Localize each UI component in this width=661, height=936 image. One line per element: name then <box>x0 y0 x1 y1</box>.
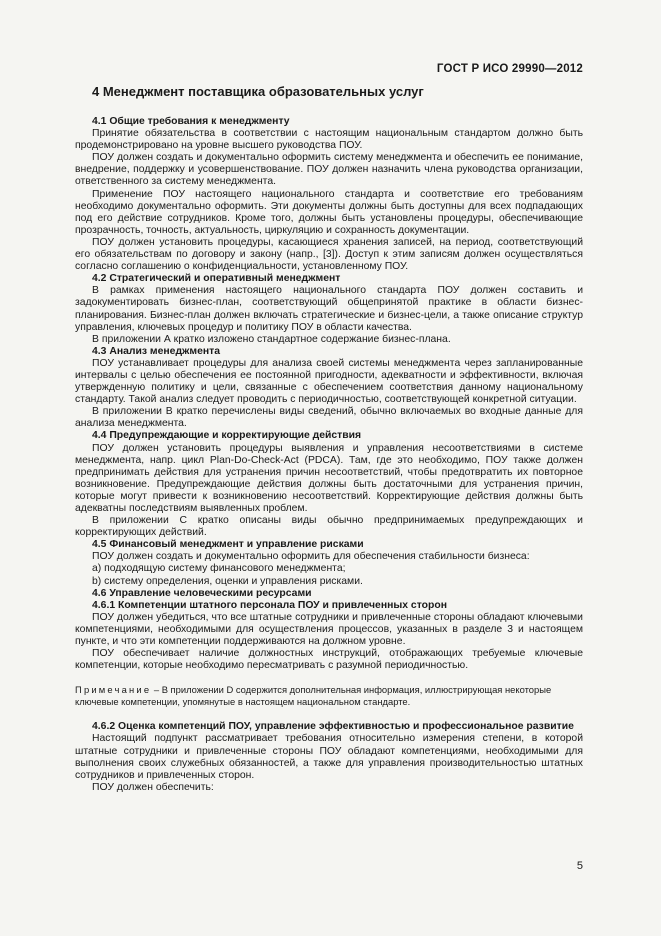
section-body-continued <box>75 721 583 794</box>
note <box>75 684 583 707</box>
paragraph: ПОУ должен обеспечить: <box>92 781 214 793</box>
paragraph: В приложении В кратко перечислены виды сведений, обычно включаемых во входные данные для анализа менеджмента. <box>75 406 583 430</box>
subsection-heading: 4.6.2 Оценка компетенций ПОУ, управление эффективностью и профессиональное развитие <box>92 721 574 733</box>
paragraph: Настоящий подпункт рассматривает требования относительно измерения степени, в которой штатные сотрудники и привлеченные стороны ПОУ обладают компетенциями, необходимыми для выполнения своих служебных обязанностей, а также для управления производительностью штатных сотрудников и привлеченных сторон. <box>75 733 583 781</box>
section-body <box>75 116 583 672</box>
paragraph: ПОУ устанавливает процедуры для анализа своей системы менеджмента через запланированные интервалы с целью обеспечения ее постоянной пригодности, адекватности и эффективности, включая утвержденную политику и цели, связанные с обеспечением соответствия данному национальному стандарту. Такой анализ следует проводить с периодичностью, соответствующей конкретной ситуации. <box>75 357 583 406</box>
subsection-heading: 4.6 Управление человеческими ресурсами <box>92 587 312 599</box>
subsection-heading: 4.6.1 Компетенции штатного персонала ПОУ и привлеченных сторон <box>92 599 447 611</box>
subsection-heading: 4.1 Общие требования к менеджменту <box>92 116 290 127</box>
paragraph: В рамках применения настоящего национального стандарта ПОУ должен составить и задокументировать бизнес-план, соответствующий общепринятой практике в области бизнес-планирования. Бизнес-план должен включать стратегические и бизнес-цели, а также описание структур управления, ключевых процедур и политику ПОУ в области качества. <box>75 285 583 333</box>
paragraph: Применение ПОУ настоящего национального стандарта и соответствие его требованиям необходимо документально оформить. Эти документы должны быть доступны для всех подпадающих под его действие сотрудников. Кроме того, должны быть установлены процедуры, обеспечивающие прозрачность, точность, актуальность, циркуляцию и сохранность документации. <box>75 188 583 236</box>
paragraph: ПОУ обеспечивает наличие должностных инструкций, отображающих требуемые ключевые компетенции, которые необходимо пересматривать с разумной периодичностью. <box>75 648 583 672</box>
page-content <box>75 84 583 794</box>
paragraph: Принятие обязательства в соответствии с настоящим национальным стандартом должно быть продемонстрировано на уровне высшего руководства ПОУ. <box>75 128 583 152</box>
paragraph: ПОУ должен установить процедуры выявления и управления несоответствиями в системе менеджмента, напр. цикл Plan-Do-Check-Act (PDCA). Там, где это необходимо, ПОУ также должен предпринимать действия для устранения причин несоответствий, чтобы предотвратить их повторное возникновение. Предупреждающие действия должны быть достаточными для устранения причин, которые могут привести к возникновению несоответствий. Корректирующие действия должны быть адекватны последствиям выявленных проблем. <box>75 442 583 514</box>
paragraph: а) подходящую систему финансового менеджмента; <box>92 563 346 575</box>
paragraph: ПОУ должен создать и документально оформить систему менеджмента и обеспечить ее понимание, внедрение, поддержку и усовершенствование. ПОУ должен назначить члена руководства организации, ответственного за систему менеджмента. <box>75 152 583 188</box>
note-text: – В приложении D содержится дополнительная информация, иллюстрирующая некоторые ключевые компетенции, упомянутые в настоящем национальном стандарте. <box>75 684 552 707</box>
paragraph: ПОУ должен установить процедуры, касающиеся хранения записей, на период, соответствующий его обязательствам по договору и закону (напр., [3]). Доступ к этим записям должен осуществляться согласно соглашению о конфиденциальности, установленному ПОУ. <box>75 236 583 273</box>
paragraph: b) систему определения, оценки и управления рисками. <box>92 575 363 587</box>
note-label: Примечание <box>75 684 152 696</box>
subsection-heading: 4.4 Предупреждающие и корректирующие действия <box>92 430 362 442</box>
page-number: 5 <box>576 860 583 872</box>
subsection-heading: 4.5 Финансовый менеджмент и управление рисками <box>92 539 364 551</box>
subsection-heading: 4.3 Анализ менеджмента <box>92 345 221 357</box>
paragraph: ПОУ должен убедиться, что все штатные сотрудники и привлеченные стороны обладают ключевыми компетенциями, необходимыми для осуществления процессов, указанных в разделе 3 и настоящем пункте, и что эти компетенции поддерживаются на должном уровне. <box>75 611 583 648</box>
paragraph: В приложении А кратко изложено стандартное содержание бизнес-плана. <box>92 333 451 345</box>
document-standard-code: ГОСТ Р ИСО 29990—2012 <box>436 63 583 75</box>
paragraph: ПОУ должен создать и документально оформить для обеспечения стабильности бизнеса: <box>92 551 530 563</box>
subsection-heading: 4.2 Стратегический и оперативный менеджмент <box>92 273 341 285</box>
section-title: 4 Менеджмент поставщика образовательных услуг <box>92 84 424 99</box>
paragraph: В приложении С кратко описаны виды обычно предпринимаемых предупреждающих и корректирующих действий. <box>75 515 583 539</box>
